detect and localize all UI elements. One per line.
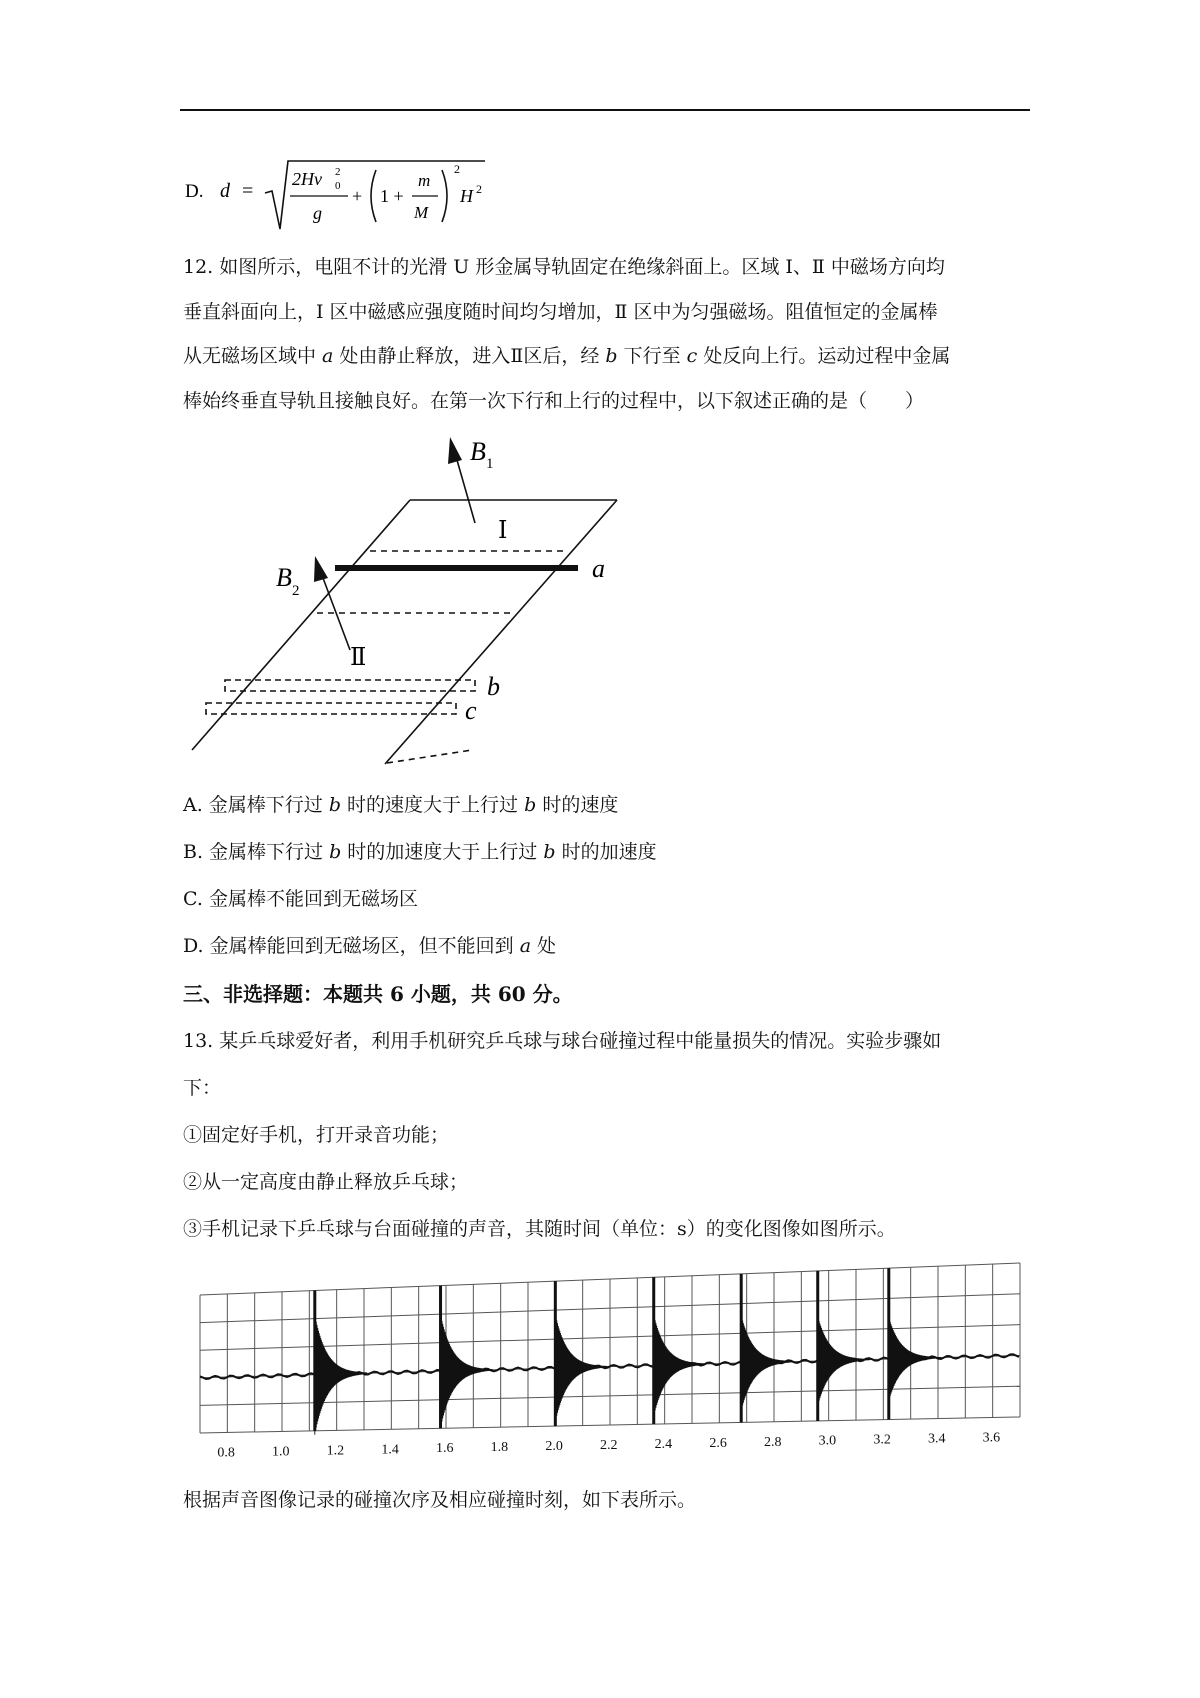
collision-burst bbox=[654, 1277, 706, 1424]
collision-burst bbox=[741, 1274, 793, 1423]
option-text: 时的速度 bbox=[536, 794, 619, 816]
q12-line3 bbox=[183, 344, 950, 368]
option-text: D. 金属棒能回到无磁场区，但不能回到 bbox=[183, 935, 520, 957]
q13-step2: ②从一定高度由静止释放乒乓球； bbox=[183, 1171, 469, 1193]
x-tick-label: 1.4 bbox=[381, 1442, 399, 1458]
header-rule bbox=[180, 109, 1030, 111]
formula-num: 2Hv bbox=[292, 169, 322, 189]
q12-line2: 垂直斜面向上，Ⅰ 区中磁感应强度随时间均匀增加，Ⅱ 区中为匀强磁场。阻值恒定的金属棒 bbox=[183, 301, 938, 323]
option-c bbox=[183, 887, 418, 911]
x-tick-label: 0.8 bbox=[217, 1445, 235, 1461]
section-count: 6 bbox=[389, 982, 404, 1006]
formula-oneplus: 1 + bbox=[380, 186, 404, 206]
formula-d bbox=[180, 155, 500, 235]
label-b2: B bbox=[276, 563, 292, 592]
var-b: b bbox=[543, 841, 556, 863]
formula-eq: = bbox=[242, 180, 254, 202]
var-b: b bbox=[329, 841, 342, 863]
label-b1-sub: 1 bbox=[486, 456, 494, 472]
formula-M: M bbox=[414, 203, 429, 222]
x-tick-label: 2.4 bbox=[654, 1436, 673, 1452]
var-b: b bbox=[328, 794, 342, 816]
var-c: c bbox=[686, 345, 698, 367]
q12-line3-part: 从无磁场区域中 bbox=[183, 345, 323, 367]
var-b: b bbox=[605, 345, 618, 367]
label-region2: Ⅱ bbox=[350, 645, 367, 671]
q13-step3: ③手机记录下乒乓球与台面碰撞的声音，其随时间（单位：s）的变化图像如图所示。 bbox=[183, 1218, 896, 1240]
option-text: A. 金属棒下行过 bbox=[183, 794, 329, 816]
formula-outer-exp: 2 bbox=[454, 162, 460, 176]
section-title bbox=[183, 982, 573, 1006]
x-tick-label: 2.0 bbox=[545, 1439, 563, 1455]
q12-line3-part: 下行至 bbox=[617, 345, 687, 367]
x-tick-label: 2.2 bbox=[600, 1438, 618, 1453]
x-tick-label: 1.6 bbox=[436, 1441, 454, 1457]
collision-burst bbox=[315, 1291, 367, 1435]
label-b: b bbox=[487, 672, 500, 701]
section-title-part: 小题，共 bbox=[403, 982, 498, 1006]
x-tick-label: 1.0 bbox=[272, 1444, 290, 1460]
q13-step1: ①固定好手机，打开录音功能； bbox=[183, 1124, 450, 1146]
option-text: C. 金属棒不能回到无磁场区 bbox=[183, 888, 418, 910]
option-text: 时的加速度 bbox=[555, 841, 657, 863]
var-a: a bbox=[519, 935, 532, 957]
q12-line3-part: 处反向上行。运动过程中金属 bbox=[697, 345, 951, 367]
sound-waveform-chart bbox=[190, 1255, 1030, 1470]
label-b1: B bbox=[470, 437, 486, 466]
option-a bbox=[183, 793, 618, 817]
label-c: c bbox=[465, 696, 477, 725]
x-tick-label: 3.0 bbox=[818, 1433, 837, 1449]
var-b: b bbox=[524, 794, 537, 816]
option-text: 时的加速度大于上行过 bbox=[341, 841, 544, 863]
q13-line2: 下： bbox=[183, 1077, 222, 1099]
option-text: 处 bbox=[531, 935, 557, 957]
option-d bbox=[183, 934, 556, 958]
label-b2-sub: 2 bbox=[292, 583, 300, 599]
collision-burst bbox=[818, 1271, 870, 1421]
x-tick-label: 1.2 bbox=[326, 1443, 345, 1459]
x-tick-label: 2.6 bbox=[709, 1435, 727, 1451]
x-tick-label: 2.8 bbox=[764, 1434, 782, 1450]
collision-burst bbox=[889, 1268, 941, 1419]
formula-label: D. bbox=[185, 181, 204, 202]
option-text: 时的速度大于上行过 bbox=[341, 794, 525, 816]
var-a: a bbox=[322, 345, 334, 367]
x-tick-label: 3.2 bbox=[873, 1432, 891, 1448]
section-title-part: 分。 bbox=[525, 982, 573, 1006]
q12-line1: 12. 如图所示，电阻不计的光滑 U 形金属导轨固定在绝缘斜面上。区域 Ⅰ、Ⅱ 中磁场方向均 bbox=[183, 256, 945, 278]
formula-vsub: 0 bbox=[335, 180, 341, 192]
formula-m: m bbox=[418, 171, 431, 190]
label-region1: Ⅰ bbox=[498, 518, 508, 544]
formula-lhs: d bbox=[220, 180, 230, 202]
x-tick-label: 3.4 bbox=[928, 1431, 946, 1447]
formula-den: g bbox=[313, 203, 322, 223]
formula-vsup: 2 bbox=[335, 166, 341, 178]
q12-line4: 棒始终垂直导轨且接触良好。在第一次下行和上行的过程中，以下叙述正确的是（ ） bbox=[183, 390, 925, 412]
rail-diagram bbox=[180, 420, 640, 770]
formula-plus: + bbox=[352, 186, 363, 206]
formula-h-exp: 2 bbox=[476, 182, 482, 196]
q13-after: 根据声音图像记录的碰撞次序及相应碰撞时刻，如下表所示。 bbox=[183, 1489, 697, 1511]
formula-H: H bbox=[460, 186, 473, 206]
collision-burst bbox=[555, 1281, 607, 1426]
label-a: a bbox=[592, 554, 605, 583]
collision-burst bbox=[441, 1286, 493, 1429]
q12-line3-part: 处由静止释放，进入Ⅱ区后，经 bbox=[333, 345, 606, 367]
section-title-part: 三、非选择题：本题共 bbox=[183, 982, 390, 1006]
x-tick-label: 1.8 bbox=[490, 1440, 509, 1456]
x-tick-label: 3.6 bbox=[982, 1430, 1001, 1446]
option-text: B. 金属棒下行过 bbox=[183, 841, 330, 863]
option-b bbox=[183, 840, 657, 864]
section-score: 60 bbox=[497, 982, 526, 1006]
q13-line1: 13. 某乒乓球爱好者，利用手机研究乒乓球与球台碰撞过程中能量损失的情况。实验步骤如 bbox=[183, 1030, 942, 1052]
